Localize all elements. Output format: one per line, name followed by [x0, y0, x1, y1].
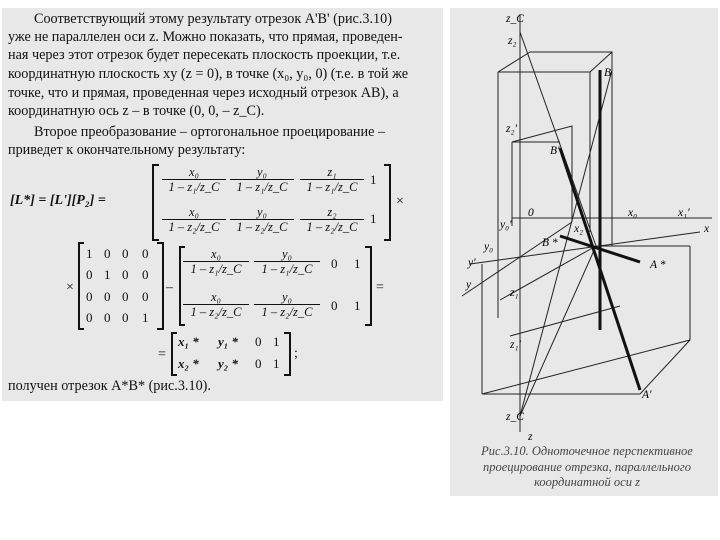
label-zc-top: z_C — [506, 13, 524, 25]
matrix-p-cell: 0 — [142, 267, 149, 282]
label-yp: y' — [468, 257, 476, 269]
m3-r2-c4: 1 — [273, 356, 280, 371]
m3-r2-c3: 0 — [255, 356, 262, 371]
m2-r1-c1: $\frac{\text{x₀}}{\text{1 – z₁/z\_C}}$ — [183, 247, 249, 276]
matrix-p-cell: 0 — [142, 246, 149, 261]
m1-r2-c2: $\frac{\text{y₀}}{\text{1 – z₂/z\_C}}$ — [230, 205, 294, 234]
minus-sign-1: – — [166, 280, 173, 295]
equals-sign: = — [376, 280, 384, 295]
m1-r1-c2: $\frac{\text{y₀}}{\text{1 – z₁/z\_C}}$ — [230, 165, 294, 194]
matrix-p-cell: 0 — [122, 310, 129, 325]
p1-line-5: точке, что и прямая, проведенная через исходный отрезок AB), а — [8, 85, 399, 101]
label-z: z — [528, 431, 533, 443]
figure-bold-lines — [560, 70, 640, 390]
times-sign-1: × — [396, 194, 404, 209]
z1p-level — [510, 306, 620, 336]
m2-r2-c4: 1 — [354, 298, 361, 313]
matrix-p-cell: 0 — [86, 310, 93, 325]
m2-r2-c1: $\frac{\text{x₀}}{\text{1 – z₂/z\_C}}$ — [183, 290, 249, 319]
label-Bstar: B * — [542, 237, 558, 249]
p1-line-1: Соответствующий этому результату отрезок A'B' (рис.3.10) — [34, 11, 392, 27]
y-axis-line — [462, 222, 572, 296]
matrix-p-cell: 0 — [86, 267, 93, 282]
label-x2: x₂ — [574, 223, 584, 235]
m1-r2-c1: $\frac{\text{x₀}}{\text{1 – z₂/z\_C}}$ — [162, 205, 226, 234]
box-top-left-edge — [498, 52, 530, 72]
figure-caption: Рис.3.10. Одноточечное перспективное проецирование отрезка, параллельного координатной оси z — [481, 444, 693, 489]
matrix-p-cell: 1 — [142, 310, 149, 325]
p1-line-6: координатную ось z – в точке (0, 0, – z_C). — [8, 103, 265, 119]
matrix-p-cell: 0 — [122, 267, 129, 282]
label-z1: z₁ — [510, 287, 519, 299]
label-x0: x₀ — [628, 207, 638, 219]
m3-r1-c4: 1 — [273, 334, 280, 349]
p2-line-1: Второе преобразование – ортогональное проецирование – — [34, 124, 386, 140]
label-B: B — [604, 67, 612, 79]
label-Astar: A * — [650, 259, 666, 271]
m2-r1-c3: 0 — [331, 256, 338, 271]
label-z2: z₂ — [508, 35, 517, 47]
label-origin: 0 — [528, 207, 534, 219]
label-Bp: B' — [550, 145, 560, 157]
matrix-p-cell: 0 — [104, 246, 111, 261]
label-z2p: z₂' — [506, 123, 517, 135]
p1-line-3: ная через этот отрезок будет пересекать плоскость проекции, т.е. — [8, 47, 401, 63]
lower-box-diag — [640, 340, 690, 394]
m3-r1-c2: y₁ * — [218, 334, 239, 349]
matrix-p-cell: 0 — [122, 246, 129, 261]
m3-r2-c2: y₂ * — [218, 356, 239, 371]
m3-r2-c1: x₂ * — [178, 356, 199, 371]
label-x1p: x₁' — [678, 207, 690, 219]
matrix-p-cell: 0 — [122, 289, 129, 304]
final-line-text: получен отрезок A*B* (рис.3.10). — [8, 378, 211, 394]
p2-line-2: приведет к окончательному результату: — [8, 142, 246, 158]
p1-line-4: координатную плоскость xy (z = 0), в точке (x₀, y₀, 0) (т.е. в той же — [8, 66, 409, 82]
label-Ap: A' — [642, 389, 652, 401]
matrix-p-cell: 0 — [86, 289, 93, 304]
p1-line-2: уже не параллелен оси z. Можно показать, что прямая, проведен- — [8, 29, 403, 45]
yp-axis-line — [470, 232, 700, 264]
times-sign-2: × — [66, 280, 74, 295]
equation-lhs: [L*] = [L'][P₂] = — [10, 193, 106, 208]
m1-r2-c3: $\frac{\text{z₂}}{\text{1 – z₂/z\_C}}$ — [300, 205, 364, 234]
label-y0p: y₀' — [500, 219, 512, 231]
m2-r2-c3: 0 — [331, 298, 338, 313]
m2-r2-c2: $\frac{\text{y₀}}{\text{1 – z₂/z\_C}}$ — [254, 290, 320, 319]
matrix-p-cell: 0 — [104, 310, 111, 325]
m3-r1-c3: 0 — [255, 334, 262, 349]
label-y0: y₀ — [484, 241, 494, 253]
matrix-p-cell: 0 — [142, 289, 149, 304]
m1-r2-c4: 1 — [370, 211, 377, 226]
m1-r1-c1: $\frac{\text{x₀}}{\text{1 – z₁/z\_C}}$ — [162, 165, 226, 194]
m1-r1-c3: $\frac{\text{z₁}}{\text{1 – z₁/z\_C}}$ — [300, 165, 364, 194]
label-z1p: z₁' — [510, 339, 521, 351]
label-y: y — [466, 279, 472, 291]
label-zc-bottom: z_C — [506, 411, 524, 423]
m1-r1-c4: 1 — [370, 172, 377, 187]
equals-sign-2: = — [158, 347, 166, 362]
m3-r1-c1: x₁ * — [178, 334, 199, 349]
inner-box-top — [512, 126, 572, 222]
matrix-p-cell: 0 — [104, 289, 111, 304]
m2-r1-c4: 1 — [354, 256, 361, 271]
semicolon: ; — [294, 346, 298, 361]
m2-r1-c2: $\frac{\text{y₀}}{\text{1 – z₁/z\_C}}$ — [254, 247, 320, 276]
matrix-p-cell: 1 — [86, 246, 93, 261]
matrix-p-cell: 1 — [104, 267, 111, 282]
label-x: x — [704, 223, 710, 235]
